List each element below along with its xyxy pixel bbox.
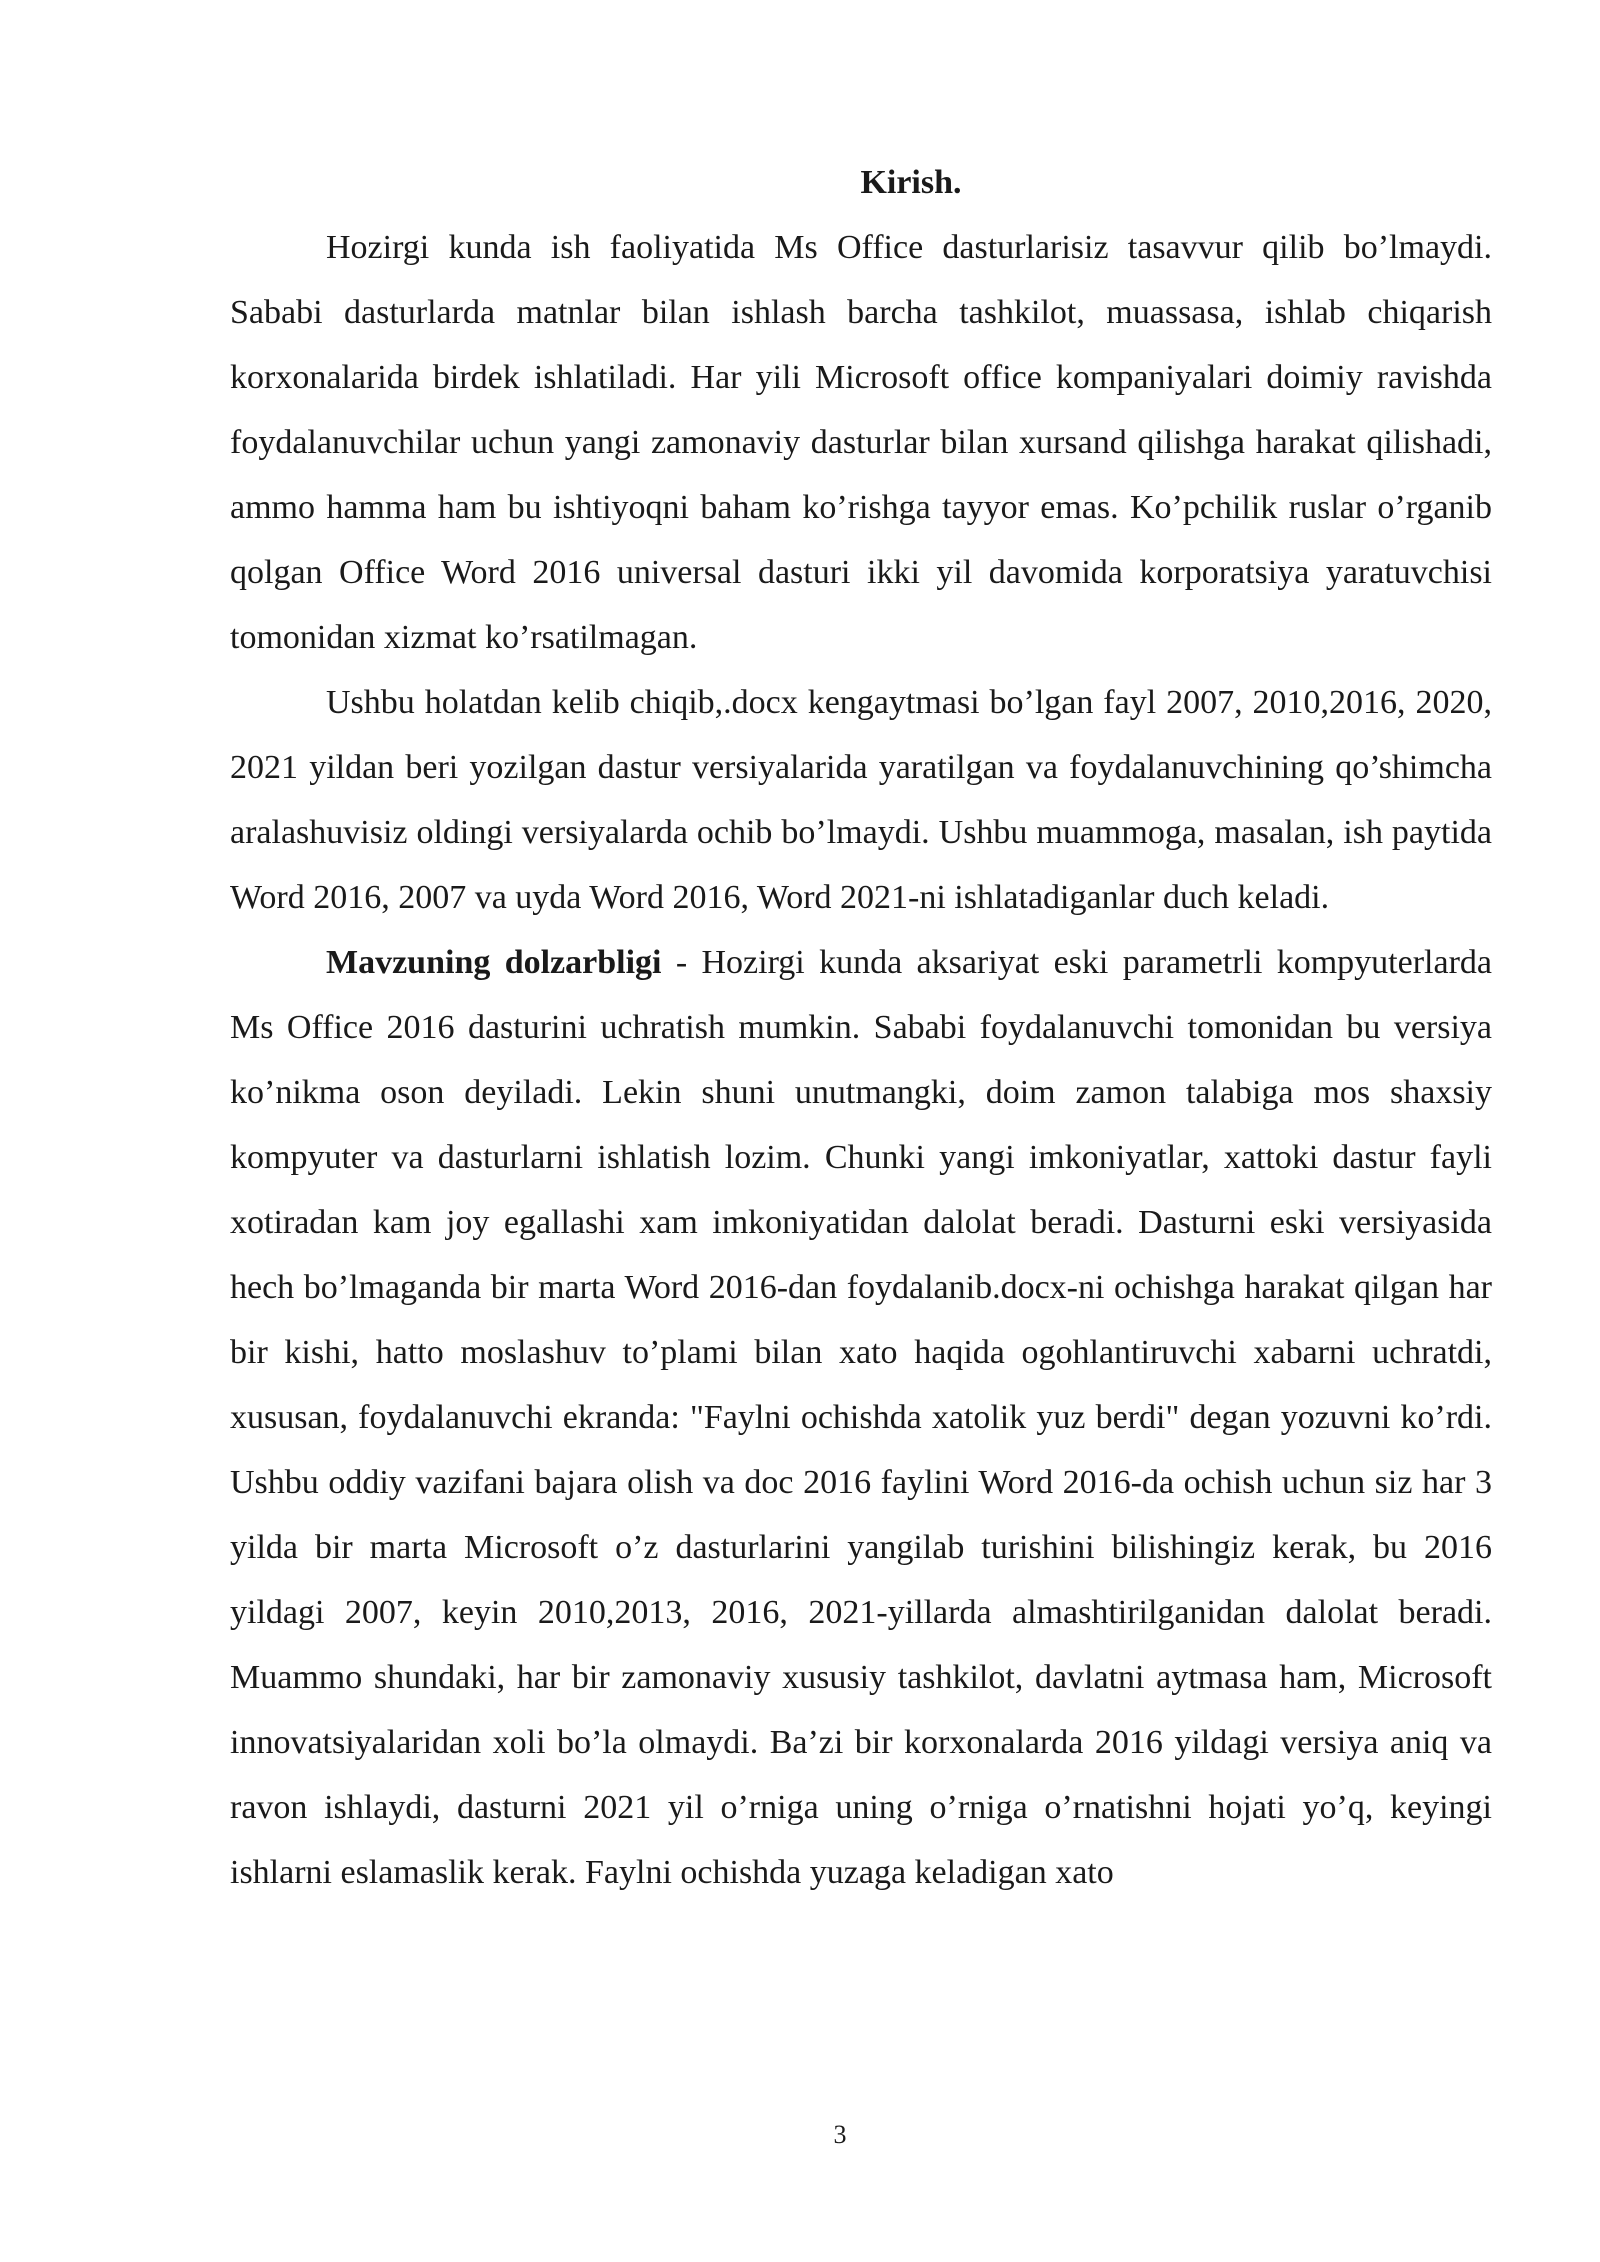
paragraph-intro: Hozirgi kunda ish faoliyatida Ms Office dasturlarisiz tasavvur qilib bo’lmaydi. Sababi dasturlarda matnlar bilan ishlash barcha tashkilot, muassasa, ishlab chiqarish korxonalarida birdek ishlatiladi. Har yili Microsoft office kompaniyalari doimiy ravishda foydalanuvchilar uchun yangi zamonaviy dasturlar bilan xursand qilishga harakat qilishadi, ammo hamma ham bu ishtiyoqni baham ko’rishga tayyor emas. Ko’pchilik ruslar o’rganib qolgan Office Word 2016 universal dasturi ikki yil davomida korporatsiya yaratuvchisi tomonidan xizmat ko’rsatilmagan. bbox=[230, 229, 1492, 656]
page-number: 3 bbox=[833, 2120, 847, 2149]
paragraph-docx-compatibility: Ushbu holatdan kelib chiqib,.docx kengaytmasi bo’lgan fayl 2007, 2010,2016, 2020, 2021 yildan beri yozilgan dastur versiyalarida yaratilgan va foydalanuvchining qo’shimcha aralashuvisiz oldingi versiyalarda ochib bo’lmaydi. Ushbu muammoga, masalan, ish paytida Word 2016, 2007 va uyda Word 2016, Word 2021-ni ishlatadiganlar duch keladi. bbox=[230, 684, 1492, 916]
section-title: Kirish. bbox=[860, 164, 962, 201]
relevance-heading: Mavzuning dolzarbligi bbox=[326, 944, 662, 981]
paragraph-relevance bbox=[230, 930, 1492, 1905]
document-body bbox=[230, 150, 1492, 1905]
relevance-text: - Hozirgi kunda aksariyat eski parametrli kompyuterlarda Ms Office 2016 dasturini uchratish mumkin. Sababi foydalanuvchi tomonidan bu versiya ko’nikma oson deyiladi. Lekin shuni unutmangki, doim zamon talabiga mos shaxsiy kompyuter va dasturlarni ishlatish lozim. Chunki yangi imkoniyatlar, xattoki dastur fayli xotiradan kam joy egallashi xam imkoniyatidan dalolat beradi. Dasturni eski versiyasida hech bo’lmaganda bir marta Word 2016-dan foydalanib.docx-ni ochishga harakat qilgan har bir kishi, hatto moslashuv to’plami bilan xato haqida ogohlantiruvchi xabarni uchratdi, xususan, foydalanuvchi ekranda: "Faylni ochishda xatolik yuz berdi" degan yozuvni ko’rdi. Ushbu oddiy vazifani bajara olish va doc 2016 faylini Word 2016-da ochish uchun siz har 3 yilda bir marta Microsoft o’z dasturlarini yangilab turishini bilishingiz kerak, bu 2016 yildagi 2007, keyin 2010,2013, 2016, 2021-yillarda almashtirilganidan dalolat beradi. Muammo shundaki, har bir zamonaviy xususiy tashkilot, davlatni aytmasa ham, Microsoft innovatsiyalaridan xoli bo’la olmaydi. Ba’zi bir korxonalarda 2016 yildagi versiya aniq va ravon ishlaydi, dasturni 2021 yil o’rniga uning o’rniga o’rnatishni hojati yo’q, keyingi ishlarni eslamaslik kerak. Faylni ochishda yuzaga keladigan xato bbox=[230, 944, 1492, 1891]
